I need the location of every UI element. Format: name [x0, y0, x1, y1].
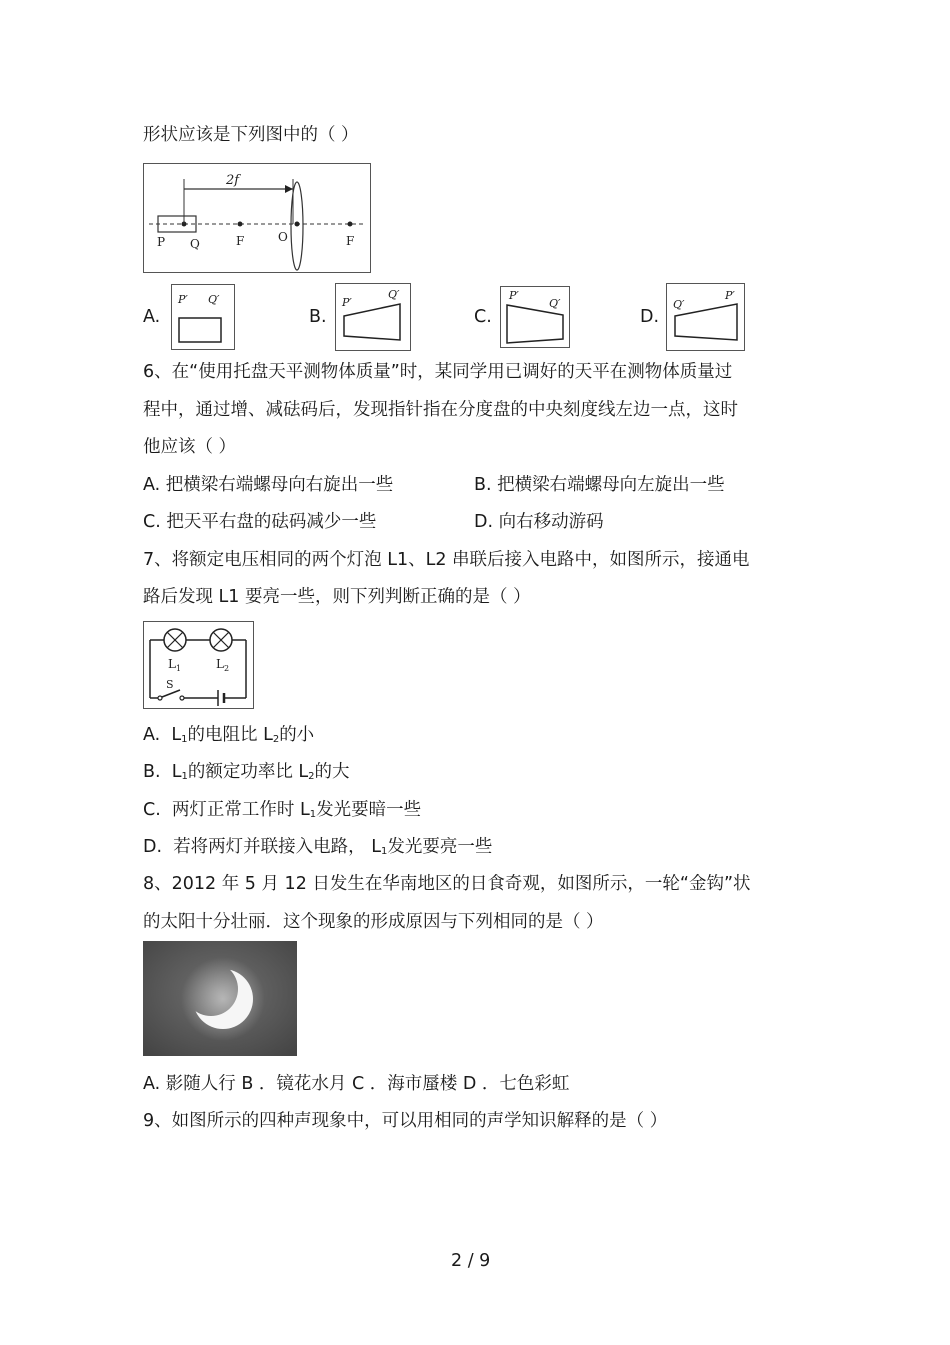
q6-line1: 6、在“使用托盘天平测物体质量”时，某同学用已调好的天平在测物体质量过	[143, 362, 733, 382]
label-L2: $L_2$	[216, 657, 230, 673]
opt-d-p: P′	[725, 289, 735, 302]
q5-option-a-figure	[171, 284, 235, 350]
q5-option-d-figure	[666, 283, 745, 351]
opt-b-p: P′	[342, 296, 352, 309]
lens-diagram	[144, 164, 370, 272]
opt-c-p: P′	[509, 289, 519, 302]
q8-line1: 8、2012 年 5 月 12 日发生在华南地区的日食奇观，如图所示，一轮“金钩”状	[143, 874, 751, 894]
label-P: P	[157, 235, 166, 249]
opt-d-q: Q′	[673, 298, 685, 311]
q6-option-a: A. 把横梁右端螺母向右旋出一些	[143, 475, 394, 495]
q6-option-c: C. 把天平右盘的砝码减少一些	[143, 512, 377, 532]
q8-line2: 的太阳十分壮丽．这个现象的形成原因与下列相同的是（ ）	[143, 912, 604, 932]
label-F-left: F	[236, 234, 245, 248]
opt-a-p: P′	[178, 293, 188, 306]
label-L1: $L_1$	[168, 657, 182, 673]
opt-a-q: Q′	[208, 293, 220, 306]
q6-line2: 程中，通过增、减砝码后，发现指针指在分度盘的中央刻度线左边一点，这时	[143, 400, 738, 420]
label-F-right: F	[346, 234, 355, 248]
q8-options: A. 影随人行 B ．镜花水月 C ．海市蜃楼 D ．七色彩虹	[143, 1074, 570, 1094]
label-Q: Q	[190, 237, 200, 251]
q5-option-a-letter: A.	[143, 307, 161, 327]
q6-option-b: B. 把横梁右端螺母向左旋出一些	[474, 475, 725, 495]
q6-option-d: D. 向右移动游码	[474, 512, 604, 532]
q7-option-a: A. $L_1$的电阻比 $L_2$的小	[143, 725, 315, 745]
label-O: O	[278, 230, 288, 244]
q7-option-c: C. 两灯正常工作时 $L_1$发光要暗一些	[143, 800, 422, 820]
circuit-diagram	[144, 622, 253, 708]
eclipse-photo	[143, 941, 297, 1056]
opt-c-q: Q′	[549, 297, 561, 310]
q7-option-b: B. $L_1$的额定功率比 $L_2$的大	[143, 762, 350, 782]
q5-option-c-figure	[500, 286, 570, 348]
q6-line3: 他应该（ ）	[143, 437, 237, 457]
q5-option-b-letter: B.	[309, 307, 327, 327]
label-S: S	[166, 678, 174, 691]
q7-line1: 7、将额定电压相同的两个灯泡 L1、L2 串联后接入电路中，如图所示，接通电	[143, 550, 750, 570]
label-2f: 2f	[226, 173, 240, 188]
q5-option-c-letter: C.	[474, 307, 492, 327]
q7-line2: 路后发现 L1 要亮一些，则下列判断正确的是（ ）	[143, 587, 531, 607]
q5-option-d-letter: D.	[640, 307, 660, 327]
circuit-figure	[143, 621, 254, 709]
page-number: 2 / 9	[451, 1251, 491, 1271]
q5-option-b-figure	[335, 283, 411, 351]
q9-line1: 9、如图所示的四种声现象中，可以用相同的声学知识解释的是（ ）	[143, 1111, 668, 1131]
opt-b-q: Q′	[388, 288, 400, 301]
lens-figure	[143, 163, 371, 273]
q7-option-d: D. 若将两灯并联接入电路， $L_1$发光要亮一些	[143, 837, 493, 857]
q5-intro: 形状应该是下列图中的（ ）	[143, 125, 359, 145]
